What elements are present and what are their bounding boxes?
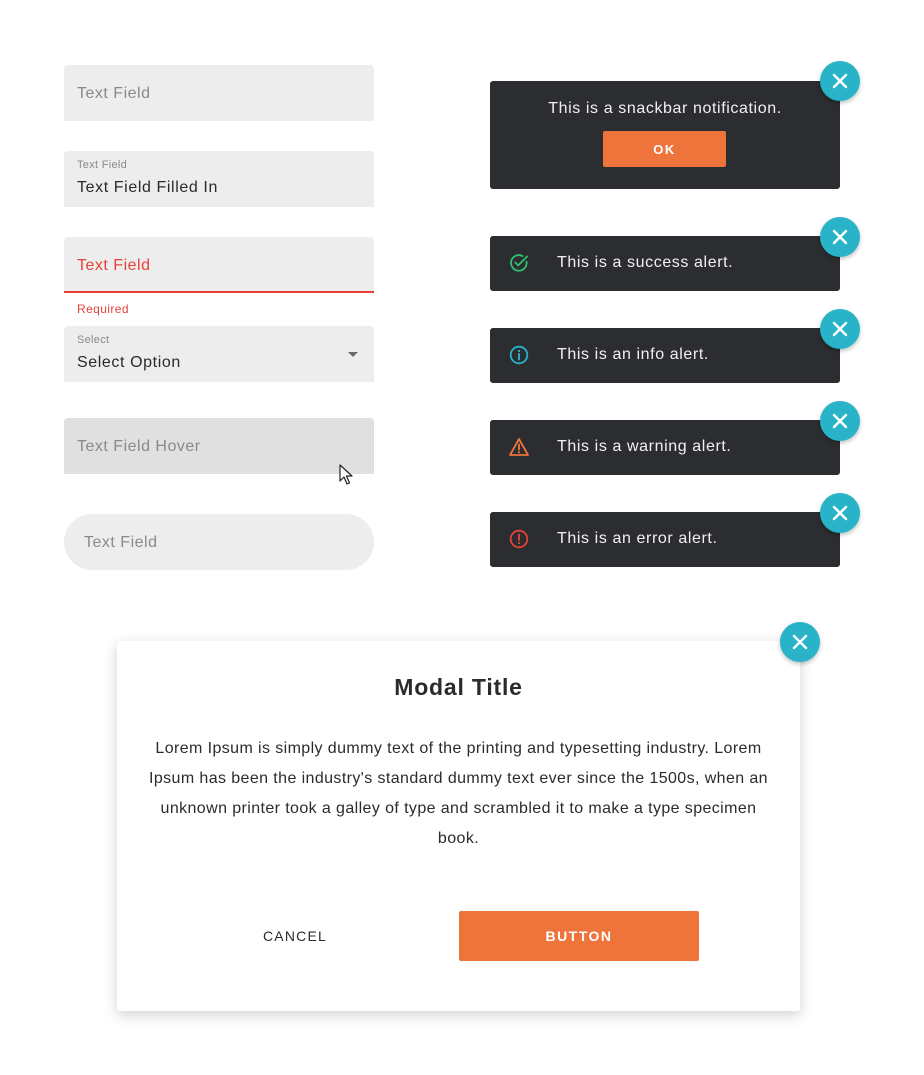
rounded-text-field-placeholder: Text Field bbox=[84, 534, 158, 551]
info-alert bbox=[490, 328, 840, 383]
filled-text-field-value: Text Field Filled In bbox=[77, 179, 218, 196]
check-circle-icon bbox=[509, 253, 529, 273]
error-alert-message: This is an error alert. bbox=[557, 530, 718, 547]
modal-close-button[interactable] bbox=[780, 622, 820, 662]
close-icon bbox=[832, 229, 848, 245]
close-icon bbox=[832, 413, 848, 429]
snackbar-ok-button[interactable]: OK bbox=[603, 131, 726, 167]
select-field[interactable] bbox=[64, 326, 374, 382]
modal-title: Modal Title bbox=[394, 674, 523, 700]
error-alert-close-button[interactable] bbox=[820, 493, 860, 533]
warning-alert bbox=[490, 420, 840, 475]
close-icon bbox=[832, 73, 848, 89]
close-icon bbox=[792, 634, 808, 650]
modal-cancel-button[interactable]: CANCEL bbox=[225, 911, 365, 961]
text-field-placeholder: Text Field bbox=[77, 85, 151, 102]
warning-alert-close-button[interactable] bbox=[820, 401, 860, 441]
close-icon bbox=[832, 505, 848, 521]
select-field-value: Select Option bbox=[77, 354, 181, 371]
snackbar-close-button[interactable] bbox=[820, 61, 860, 101]
warning-alert-message: This is a warning alert. bbox=[557, 438, 732, 455]
info-circle-icon bbox=[509, 345, 529, 365]
error-circle-icon bbox=[509, 529, 529, 549]
hover-text-field[interactable] bbox=[64, 418, 374, 474]
snackbar-message: This is a snackbar notification. bbox=[548, 100, 782, 117]
select-field-label: Select bbox=[77, 334, 110, 346]
info-alert-close-button[interactable] bbox=[820, 309, 860, 349]
snackbar bbox=[490, 81, 840, 189]
warning-triangle-icon bbox=[509, 437, 529, 457]
error-alert bbox=[490, 512, 840, 567]
error-text-field-placeholder: Text Field bbox=[77, 257, 151, 274]
filled-text-field-label: Text Field bbox=[77, 159, 128, 171]
success-alert bbox=[490, 236, 840, 291]
filled-text-field[interactable] bbox=[64, 151, 374, 207]
success-alert-close-button[interactable] bbox=[820, 217, 860, 257]
info-alert-message: This is an info alert. bbox=[557, 346, 709, 363]
error-text-field[interactable] bbox=[64, 237, 374, 293]
text-field[interactable] bbox=[64, 65, 374, 121]
mouse-cursor-icon bbox=[339, 464, 353, 486]
modal-body-text: Lorem Ipsum is simply dummy text of the printing and typesetting industry. Lorem Ipsum has been the industry's standard dummy text ever since the 1500s, when an unknown printer took a galley of type and scrambled it to make a type specimen book. bbox=[149, 740, 768, 847]
dropdown-caret-icon[interactable] bbox=[348, 352, 358, 357]
rounded-text-field[interactable] bbox=[64, 514, 374, 570]
modal-dialog bbox=[117, 641, 800, 1011]
modal-primary-button[interactable]: BUTTON bbox=[459, 911, 699, 961]
hover-text-field-placeholder: Text Field Hover bbox=[77, 438, 201, 455]
error-helper-text: Required bbox=[77, 302, 129, 316]
success-alert-message: This is a success alert. bbox=[557, 254, 734, 271]
close-icon bbox=[832, 321, 848, 337]
